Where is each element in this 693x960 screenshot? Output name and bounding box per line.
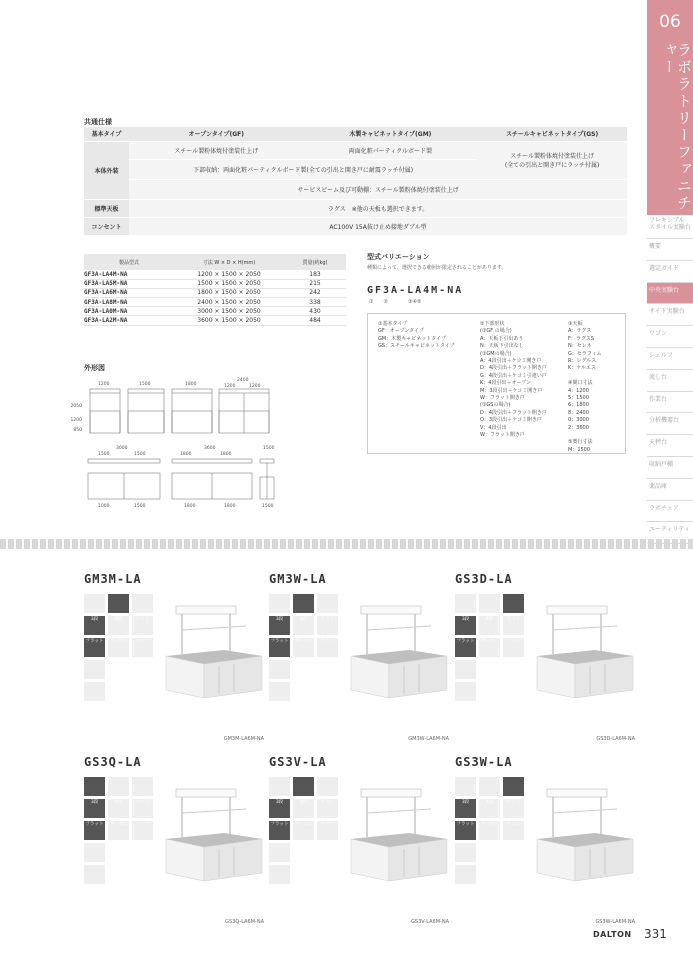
sidebar-item[interactable]: ラボチェア <box>647 501 693 523</box>
legend-lower-shape <box>480 321 547 440</box>
model-cell-model: GF3A-LA4M-NA <box>84 270 174 279</box>
chapter-title: ラボラトリーファニチャー <box>660 42 693 212</box>
spec-body-storage: 下部収納：両面化粧パーティクルボード製(全ての引出と開き戸に耐震ラッチ付属) <box>129 159 477 179</box>
legend-line: W：フラット開き戸 <box>480 395 525 402</box>
product-render-icon <box>164 594 264 704</box>
drawer-type-icon <box>269 594 290 613</box>
spec-body-gm: 両面化粧パーティクルボード製 <box>304 141 478 159</box>
product-title: GS3V-LA <box>269 755 327 769</box>
legend-line: K：ケルエス <box>568 365 597 372</box>
product-model-label: GS3Q-LA6M-NA <box>225 919 264 925</box>
drawer-type-icon <box>84 660 105 679</box>
dimension-label: 1500 <box>139 382 151 387</box>
drawer-type-icon <box>503 638 524 657</box>
legend-line: ②下部形状 <box>480 321 505 327</box>
drawer-type-label: 4段 <box>114 800 123 805</box>
legend-line: D：4段引出＋フラット開き戸 <box>480 365 547 372</box>
drawer-type-label: 4段 <box>485 800 494 805</box>
dimension-label: 850 <box>73 428 82 433</box>
dimension-label: 1200 <box>98 382 110 387</box>
legend-line: (①GF の場合) <box>480 328 512 335</box>
drawer-type-icon <box>84 682 105 701</box>
drawer-type-icon <box>317 616 338 635</box>
dimension-label: 1800 <box>185 382 197 387</box>
product-title: GS3Q-LA <box>84 755 142 769</box>
drawer-type-icon <box>455 865 476 884</box>
legend-line: 0：3000 <box>568 417 589 424</box>
variation-note: 種類によって、選択できる範囲が限定されることがあります。 <box>367 265 507 271</box>
drawer-type-label: ケコミ <box>320 822 335 827</box>
product-card <box>455 572 635 742</box>
dimension-label: 1500 <box>262 504 274 509</box>
chapter-number: 06 <box>659 12 681 32</box>
drawer-type-icon <box>108 821 129 840</box>
product-model-label: GM3M-LA6M-NA <box>223 736 264 742</box>
dimension-label: 3000 <box>116 446 128 451</box>
drawer-type-label: オープン <box>294 822 313 827</box>
model-cell-model: GF3A-LA5M-NA <box>84 279 174 288</box>
legend-line: W：フラット開き戸 <box>480 432 525 439</box>
product-card <box>455 755 635 925</box>
drawer-type-icon <box>479 638 500 657</box>
drawer-type-icon <box>503 594 524 613</box>
drawer-type-icon <box>132 638 153 657</box>
drawer-type-icon <box>84 638 105 657</box>
brand-logo: DALTON <box>593 930 632 939</box>
legend-line: D：4段引出＋フラット開き戸 <box>480 409 547 416</box>
drawer-type-icon <box>269 843 290 862</box>
legend-basic-type <box>378 321 455 351</box>
product-card <box>84 755 264 925</box>
dimension-label: 1800 <box>220 452 232 457</box>
model-cell-size: 2400 × 1500 × 2050 <box>174 298 284 307</box>
drawer-type-icon <box>84 821 105 840</box>
product-card <box>269 755 449 925</box>
drawer-type-label: 4段 <box>299 800 308 805</box>
legend-line: R：レグルス <box>568 358 597 365</box>
drawer-type-icon <box>132 821 153 840</box>
model-row <box>84 298 346 307</box>
spec-body-gs <box>477 141 627 179</box>
drawer-type-icon <box>84 843 105 862</box>
drawer-type-icon <box>269 682 290 701</box>
dimension-label: 1500 <box>134 452 146 457</box>
drawer-type-icon <box>269 799 290 818</box>
spec-heading: 共通仕様 <box>84 118 112 126</box>
drawer-type-icon <box>293 777 314 796</box>
drawer-type-icon <box>317 638 338 657</box>
dimension-label: 1200 <box>70 418 82 423</box>
sidebar-item[interactable]: 流し台 <box>647 370 693 392</box>
drawer-type-label: フラット <box>85 822 104 827</box>
model-cell-weight: 430 <box>284 307 346 316</box>
drawer-type-label: ケコミ <box>506 822 521 827</box>
legend-line: (①GSの場合) <box>480 402 511 409</box>
model-cell-weight: 242 <box>284 288 346 297</box>
sidebar-item[interactable]: フレキシブル スタイル実験台 <box>647 215 693 239</box>
drawer-type-icon <box>108 799 129 818</box>
drawer-type-icon <box>108 616 129 635</box>
outline-heading: 外形図 <box>84 364 105 372</box>
legend-line: 4：1200 <box>568 387 589 394</box>
model-cell-size: 3000 × 1500 × 2050 <box>174 307 284 316</box>
model-row <box>84 316 346 325</box>
legend-line: F：ラグスS <box>568 335 595 342</box>
chapter-nav <box>647 215 693 544</box>
sidebar-item[interactable]: ワゴン <box>647 326 693 348</box>
model-table <box>84 254 346 326</box>
legend-line: (①GMの場合) <box>480 350 512 357</box>
drawer-type-icon <box>84 865 105 884</box>
spec-row-body: 本体外装 <box>84 141 129 199</box>
drawer-type-icon <box>269 660 290 679</box>
variation-code: GF3A-LA4M-NA <box>367 285 464 296</box>
drawer-type-icon <box>132 616 153 635</box>
drawer-type-label: ケコミ <box>506 639 521 644</box>
spec-col-gm: 木製キャビネットタイプ(GM) <box>304 127 478 141</box>
drawer-type-icon <box>455 843 476 862</box>
drawer-type-label: 3段 <box>275 617 284 622</box>
drawer-type-icon <box>84 594 105 613</box>
sidebar-item[interactable]: 分析機器台 <box>647 413 693 435</box>
drawer-type-icon <box>317 799 338 818</box>
drawer-type-icon <box>503 616 524 635</box>
dimension-label: 1000 <box>98 504 110 509</box>
legend-line: N：セレネ <box>568 343 592 350</box>
drawer-type-icon <box>479 616 500 635</box>
drawer-type-icon <box>269 638 290 657</box>
dimension-label: 1200 <box>224 384 236 389</box>
model-cell-size: 1500 × 1500 × 2050 <box>174 279 284 288</box>
legend-line: Q：3段引出＋ケコミ開き戸 <box>480 417 542 424</box>
legend-line: A：天板下引出あり <box>480 335 524 342</box>
legend-line: ⑤奥行寸法 <box>568 439 593 446</box>
drawer-type-label: オープン <box>480 822 499 827</box>
drawer-type-label: フラット <box>456 822 475 827</box>
dimension-label: 2400 <box>237 378 249 383</box>
drawer-type-icon <box>132 777 153 796</box>
drawer-type-icon <box>455 660 476 679</box>
product-card <box>269 572 449 742</box>
drawer-type-label: オープン <box>480 639 499 644</box>
drawer-type-icon <box>317 594 338 613</box>
legend-top-size <box>568 321 601 454</box>
model-col-model: 製品型式 <box>84 254 174 270</box>
dimension-label: 1500 <box>263 446 275 451</box>
sidebar-item[interactable]: 薬品庫 <box>647 479 693 501</box>
model-cell-size: 1800 × 1500 × 2050 <box>174 288 284 297</box>
spec-top-value: ラグス ※他の天板も選択できます。 <box>129 199 627 217</box>
legend-line: M：3段引出＋ケコミ開き戸 <box>480 387 543 394</box>
drawer-type-icon <box>269 616 290 635</box>
model-cell-model: GF3A-LA6M-NA <box>84 288 174 297</box>
model-row <box>84 307 346 316</box>
drawer-type-label: 3段 <box>461 800 470 805</box>
spec-body-gf: スチール製粉体焼付塗装仕上げ <box>129 141 304 159</box>
model-cell-size: 1200 × 1500 × 2050 <box>174 270 284 279</box>
dimension-label: 1200 <box>249 384 261 389</box>
dimension-label: 2050 <box>70 404 82 409</box>
sidebar-item[interactable]: 収納戸棚 <box>647 457 693 479</box>
model-cell-size: 3600 × 1500 × 2050 <box>174 316 284 325</box>
legend-line: ③天板 <box>568 321 583 327</box>
legend-line: M：1500 <box>568 446 591 453</box>
drawer-type-icon <box>455 777 476 796</box>
drawer-type-label: フラット <box>270 822 289 827</box>
section-divider <box>0 539 693 549</box>
drawer-type-icon <box>455 616 476 635</box>
model-cell-weight: 484 <box>284 316 346 325</box>
drawer-type-icon <box>479 777 500 796</box>
drawer-type-icon <box>503 821 524 840</box>
legend-line: G：4段引出＋ケコミ引違い戸 <box>480 372 547 379</box>
spec-table <box>84 127 627 236</box>
spec-body-beam: サービスビーム及び可動棚：スチール製粉体焼付塗装仕上げ <box>129 179 627 199</box>
outline-drawings <box>70 377 284 513</box>
chapter-tab <box>647 0 693 215</box>
drawer-type-label: ケコミ <box>506 617 521 622</box>
product-title: GS3D-LA <box>455 572 513 586</box>
spec-outlet-value: AC100V 15A抜け止め接地ダブル型 <box>129 217 627 235</box>
spec-body-gs-line2: (全ての引出と開き戸にラッチ付属) <box>504 162 600 169</box>
dimension-label: 3600 <box>204 446 216 451</box>
variation-code-numbers: ① ② ③④⑤ <box>369 299 422 305</box>
drawer-type-icon <box>455 799 476 818</box>
product-model-label: GS3W-LA6M-NA <box>595 919 635 925</box>
dimension-label: 1500 <box>134 504 146 509</box>
product-model-label: GS3D-LA6M-NA <box>596 736 635 742</box>
spec-col-basic: 基本タイプ <box>84 127 129 141</box>
drawer-type-label: 4段 <box>485 617 494 622</box>
variation-heading: 型式バリエーション <box>367 253 430 261</box>
sidebar-item[interactable]: 中央実験台 <box>647 283 693 305</box>
dimension-label: 1800 <box>224 504 236 509</box>
drawer-type-label: ケコミ <box>135 617 150 622</box>
drawer-type-label: フラット <box>270 639 289 644</box>
legend-line: ①基本タイプ <box>378 321 408 327</box>
drawer-type-icon <box>84 777 105 796</box>
legend-line: K：4段引出＋オープン <box>480 380 532 387</box>
product-title: GM3M-LA <box>84 572 142 586</box>
sidebar-item[interactable]: 作業台 <box>647 392 693 414</box>
model-cell-model: GF3A-LA2M-NA <box>84 316 174 325</box>
drawer-type-label: フラット <box>85 639 104 644</box>
legend-line: GM：木製キャビネットタイプ <box>378 335 446 342</box>
drawer-type-icon <box>269 821 290 840</box>
spec-row-top: 標準天板 <box>84 199 129 217</box>
drawer-type-label: オープン <box>109 822 128 827</box>
drawer-type-icon <box>317 821 338 840</box>
drawer-type-label: ケコミ <box>320 639 335 644</box>
drawer-type-icon <box>479 594 500 613</box>
drawer-type-icon <box>455 682 476 701</box>
model-row <box>84 288 346 297</box>
drawer-type-icon <box>108 638 129 657</box>
drawer-type-icon <box>317 777 338 796</box>
spec-col-gs: スチールキャビネットタイプ(GS) <box>477 127 627 141</box>
legend-line: GS：スチールキャビネットタイプ <box>378 343 455 350</box>
drawer-type-icon <box>293 799 314 818</box>
drawer-type-icon <box>269 865 290 884</box>
product-render-icon <box>535 777 635 887</box>
drawer-type-icon <box>132 594 153 613</box>
drawer-type-icon <box>293 638 314 657</box>
legend-line: 8：2400 <box>568 409 589 416</box>
drawer-type-icon <box>503 777 524 796</box>
product-title: GS3W-LA <box>455 755 513 769</box>
legend-line: ④間口寸法 <box>568 380 593 387</box>
drawer-type-icon <box>503 799 524 818</box>
drawer-type-label: ケコミ <box>135 800 150 805</box>
spec-body-gs-line1: スチール製粉体焼付塗装仕上げ <box>510 153 594 160</box>
sidebar-item[interactable]: 概要 <box>647 239 693 261</box>
drawer-type-label: 3段 <box>90 800 99 805</box>
sidebar-item[interactable]: 選定ガイド <box>647 261 693 283</box>
drawer-type-label: ケコミ <box>135 822 150 827</box>
product-render-icon <box>164 777 264 887</box>
dimension-label: 1500 <box>98 452 110 457</box>
model-cell-weight: 215 <box>284 279 346 288</box>
drawer-type-label: ケコミ <box>506 800 521 805</box>
drawer-type-label: オープン <box>109 639 128 644</box>
model-row <box>84 270 346 279</box>
drawer-type-label: 3段 <box>461 617 470 622</box>
page-number: 331 <box>644 927 667 941</box>
legend-line: N：天板下引出なし <box>480 343 524 350</box>
sidebar-item[interactable]: サイド実験台 <box>647 304 693 326</box>
drawer-type-label: 3段 <box>275 800 284 805</box>
model-row <box>84 279 346 288</box>
product-render-icon <box>349 594 449 704</box>
legend-line: 5：1500 <box>568 395 589 402</box>
product-render-icon <box>535 594 635 704</box>
drawer-type-label: ケコミ <box>320 617 335 622</box>
drawer-type-label: 4段 <box>114 617 123 622</box>
legend-line: A：4段引出＋ケコミ開き戸 <box>480 358 542 365</box>
legend-line: GF：オープンタイプ <box>378 328 424 335</box>
drawer-type-icon <box>108 777 129 796</box>
legend-line: 2：3600 <box>568 424 589 431</box>
model-cell-model: GF3A-LA8M-NA <box>84 298 174 307</box>
sidebar-item[interactable]: ユーティリティ <box>647 522 693 544</box>
legend-line: V：4段引出 <box>480 424 507 431</box>
model-cell-model: GF3A-LA0M-NA <box>84 307 174 316</box>
drawer-type-label: ケコミ <box>135 639 150 644</box>
drawer-type-icon <box>479 799 500 818</box>
legend-line: A：ラグス <box>568 328 592 335</box>
product-render-icon <box>349 777 449 887</box>
model-cell-weight: 338 <box>284 298 346 307</box>
drawer-type-icon <box>108 594 129 613</box>
product-model-label: GS3V-LA6M-NA <box>411 919 449 925</box>
model-col-weight: 質量(約kg) <box>284 254 346 270</box>
model-cell-weight: 183 <box>284 270 346 279</box>
drawer-type-icon <box>132 799 153 818</box>
product-model-label: GM3W-LA6M-NA <box>408 736 449 742</box>
legend-line: G：セラフィム <box>568 350 602 357</box>
drawer-type-icon <box>84 616 105 635</box>
drawer-type-icon <box>479 821 500 840</box>
drawer-type-icon <box>269 777 290 796</box>
variation-legend <box>367 313 626 454</box>
product-title: GM3W-LA <box>269 572 327 586</box>
drawer-type-icon <box>293 821 314 840</box>
drawer-type-label: オープン <box>294 639 313 644</box>
drawer-type-icon <box>293 594 314 613</box>
spec-row-outlet: コンセント <box>84 217 129 235</box>
legend-line: 6：1800 <box>568 402 589 409</box>
drawer-type-label: フラット <box>456 639 475 644</box>
dimension-label: 1800 <box>180 452 192 457</box>
dimension-label: 1800 <box>184 504 196 509</box>
model-col-size: 寸法 W × D × H(mm) <box>174 254 284 270</box>
drawer-type-label: ケコミ <box>320 800 335 805</box>
drawer-type-icon <box>455 594 476 613</box>
spec-col-gf: オープンタイプ(GF) <box>129 127 304 141</box>
drawer-type-label: 3段 <box>90 617 99 622</box>
drawer-type-icon <box>84 799 105 818</box>
sidebar-item[interactable]: シェルフ <box>647 348 693 370</box>
drawer-type-label: 4段 <box>299 617 308 622</box>
drawer-type-icon <box>455 638 476 657</box>
product-card <box>84 572 264 742</box>
sidebar-item[interactable]: 天秤台 <box>647 435 693 457</box>
drawer-type-icon <box>455 821 476 840</box>
drawer-type-icon <box>293 616 314 635</box>
